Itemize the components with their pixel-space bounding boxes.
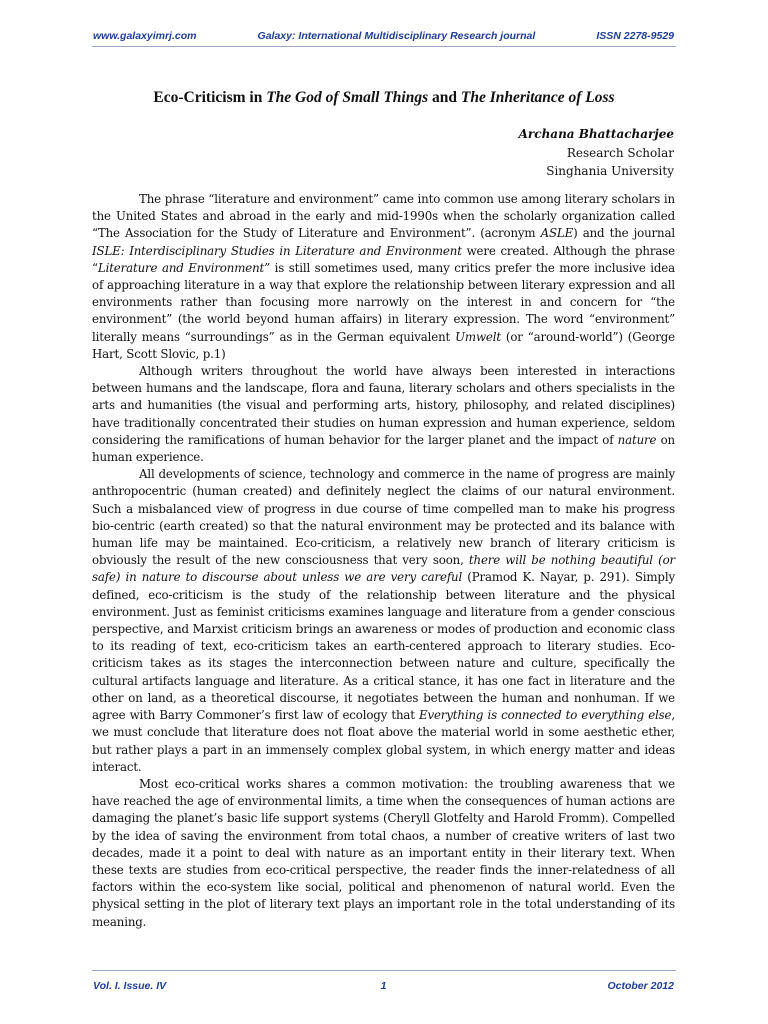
italic-run: nature	[617, 432, 657, 447]
text-run: , we must conclude that literature does not float above the material world in some aesthetic ether, but rather plays a part in an immensely complex global system, in which energy matter and ideas interact.	[92, 708, 675, 774]
body-paragraph	[92, 191, 675, 363]
italic-run: ISLE: Interdisciplinary Studies in Literature and Environment	[92, 243, 462, 258]
volume-issue: Vol. I. Issue. IV	[93, 980, 167, 992]
author-role: Research Scholar	[566, 145, 674, 160]
footer-divider	[92, 970, 676, 971]
title-book-1: The God of Small Things	[266, 89, 429, 106]
text-run: were created. Although the phrase “	[92, 243, 675, 275]
text-run: is still sometimes used, many critics prefer the more inclusive idea of approaching literature in a way that explore the relationship between literary expression and all environments rather than focusing more narrowly on the interest in and concern for “the environment” (the world beyond human affairs) in literary expression. The word “environment” literally means “surroundings” as in the German equivalent	[92, 260, 675, 344]
text-run: ) and the journal	[573, 226, 675, 241]
text-run: All developments of science, technology and commerce in the name of progress are mainly anthropocentric (human created) and definitely neglect the claims of our natural environment. Such a misbalanced view of progress in due course of time compelled man to make his progress bio-centric (earth created) so that the natural environment may be protected and its balance with human life may be maintained. Eco-criticism, a relatively new branch of literary criticism is obviously the result of the new consciousness that very soon,	[92, 467, 675, 568]
italic-run: there will be nothing beautiful (or safe) in nature to discourse about unless we are very careful	[92, 553, 676, 585]
text-run: (Pramod K. Nayar, p. 291). Simply defined, eco-criticism is the study of the relationship between literature and the physical environment. Just as feminist criticisms examines language and literature from a gender conscious perspective, and Marxist criticism brings an awareness or modes of production and economic class to its reading of text, eco-criticism takes an earth-centered approach to literary studies. Eco-criticism takes as its stages the interconnection between nature and culture, specifically the cultural artifacts language and literature. As a critical stance, it has one fact in literature and the other on land, as a theoretical discourse, it negotiates between the human and nonhuman. If we agree with Barry Commoner’s first law of ecology that	[92, 570, 675, 723]
body-paragraph	[92, 363, 675, 466]
title-prefix: Eco-Criticism in	[153, 89, 267, 106]
author-block	[519, 125, 674, 181]
publication-date: October 2012	[607, 980, 674, 992]
article-body	[92, 191, 675, 931]
author-affiliation: Singhania University	[546, 164, 674, 179]
header-divider	[92, 46, 676, 47]
text-run: Most eco-critical works shares a common motivation: the troubling awareness that we have reached the age of environmental limits, a time when the consequences of human actions are damaging the planet’s basic life support systems (Cheryll Glotfelty and Harold Fromm). Compelled by the idea of saving the environment from total chaos, a number of creative writers of last two decades, made it a point to deal with nature as an important entity in their literary text. When these texts are studies from eco-critical perspective, the reader finds the inner-relatedness of all factors within the eco-system like social, political and phenomenon of natural world. Even the physical setting in the plot of literary text plays an important role in the total understanding of its meaning.	[92, 776, 675, 929]
title-connector: and	[428, 89, 461, 106]
body-paragraph	[92, 466, 675, 776]
running-header	[93, 30, 674, 42]
italic-run: Everything is connected to everything else	[419, 708, 672, 723]
text-run: on human experience.	[92, 432, 675, 465]
journal-issn: ISSN 2278-9529	[596, 30, 674, 42]
journal-website: www.galaxyimrj.com	[93, 30, 197, 42]
running-footer	[93, 980, 674, 992]
italic-run: ASLE	[540, 226, 574, 241]
body-paragraph	[92, 776, 675, 931]
text-run: The phrase “literature and environment” came into common use among literary scholars in the United States and abroad in the early and mid-1990s when the scholarly organization called “The Association for the Study of Literature and Environment”. (acronym	[92, 192, 675, 241]
author-name: Archana Bhattacharjee	[518, 127, 674, 141]
italic-run: Literature and Environment”	[97, 260, 270, 275]
text-run: (or “around-world”) (George Hart, Scott Slovic, p.1)	[92, 329, 675, 361]
page-number: 1	[380, 980, 387, 992]
journal-name: Galaxy: International Multidisciplinary Research journal	[257, 30, 536, 42]
paper-title	[92, 89, 676, 107]
title-book-2: The Inheritance of Loss	[460, 89, 615, 106]
italic-run: Umwelt	[455, 329, 501, 344]
text-run: Although writers throughout the world have always been interested in interactions between humans and the landscape, flora and fauna, literary scholars and others specialists in the arts and humanities (the visual and performing arts, history, philosophy, and related disciplines) have traditionally concentrated their studies on human expression and human experience, seldom considering the ramifications of human behavior for the larger planet and the impact of	[92, 364, 675, 447]
